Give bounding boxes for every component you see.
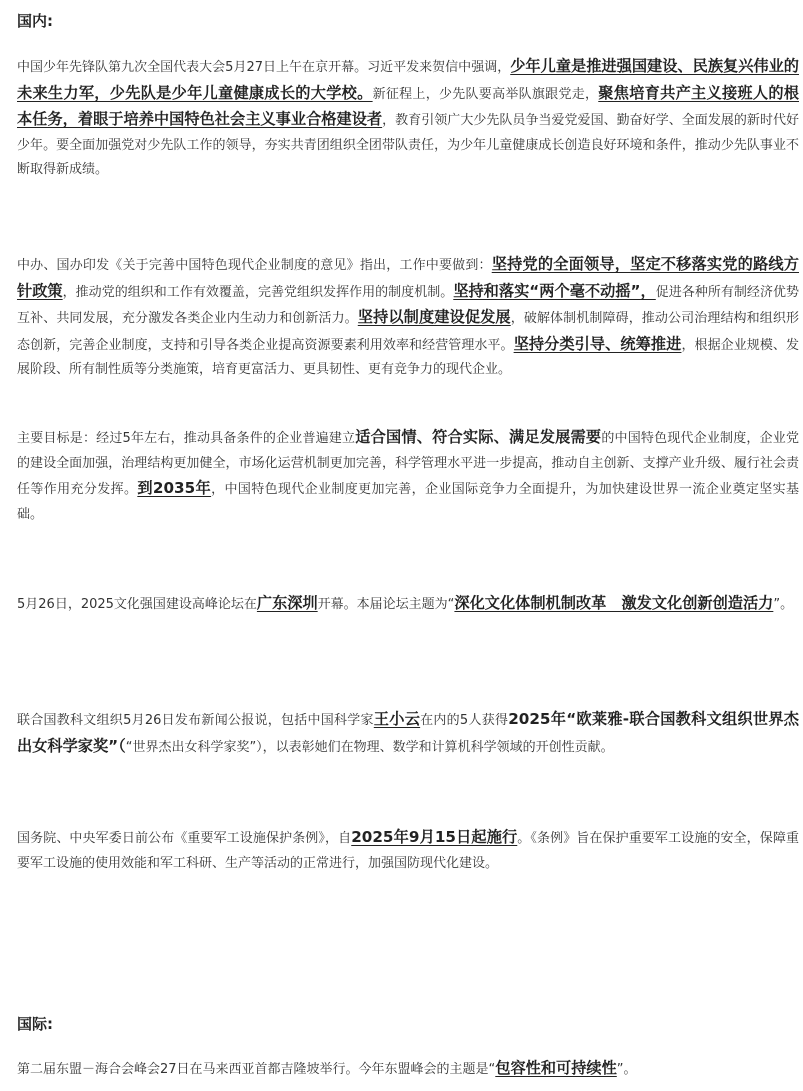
paragraph-unesco-award <box>17 707 799 760</box>
text: ，中国特色现代企业制度更加完善，企业国际竞争力全面提升，为加快建设世界一流企业奠定坚实基础。 <box>17 482 799 522</box>
text: 主要目标是：经过5年左右，推动具备条件的企业普遍建立 <box>17 431 356 446</box>
text: 的中国特色现代企业制度，企业党的建设全面加强，治理结构更加健全，市场化运营机制更加完善，科学管理水平进一步提高，推动自主创新、支撑产业升级、履行社会责任等作用充分发挥。 <box>17 431 799 497</box>
text: 联合国教科文组织5月26日发布新闻公报说，包括中国科学家 <box>17 713 374 728</box>
text: ”。 <box>616 1062 637 1077</box>
paragraph-military-facilities <box>17 825 799 876</box>
text: 中办、国办印发《关于完善中国特色现代企业制度的意见》指出，工作中要做到： <box>17 258 492 273</box>
text: 5月26日，2025文化强国建设高峰论坛在 <box>17 597 257 612</box>
text: 中国少年先锋队第九次全国代表大会5月27日上午在京开幕。习近平发来贺信中强调， <box>17 60 511 75</box>
emphasis: 坚持和落实“两个毫不动摇”， <box>453 281 656 300</box>
text: 第二届东盟－海合会峰会27日在马来西亚首都吉隆坡举行。今年东盟峰会的主题是“ <box>17 1062 496 1077</box>
emphasis: 2025年9月15日起施行 <box>351 828 518 846</box>
text: 新征程上，少先队要高举队旗跟党走， <box>372 86 599 102</box>
text: “世界杰出女科学家奖”），以表彰她们在物理、数学和计算机科学领域的开创性贡献。 <box>125 739 614 755</box>
paragraph-main-goals <box>17 425 799 527</box>
text: ”。 <box>773 597 794 612</box>
text: ，推动党的组织和工作有效覆盖，完善党组织发挥作用的制度机制。 <box>62 284 454 300</box>
bold-text: 2025年“欧莱雅-联合国教科文组织世界杰出女科学家奖”（ <box>17 710 799 755</box>
domestic-heading: 国内: <box>17 12 53 30</box>
emphasis: 到2035年 <box>137 479 212 497</box>
text: 促进各种所有制经济优势互补、共同发展，充分激发各类企业内生动力和创新活力。 <box>17 284 799 326</box>
paragraph-culture-forum <box>17 591 799 618</box>
paragraph-asean-gcc <box>17 1056 799 1083</box>
paragraph-enterprise-system <box>17 252 799 383</box>
emphasis: 坚持党的全面领导，坚定不移落实党的路线方针政策 <box>17 255 799 300</box>
emphasis: 聚焦培育共产主义接班人的根本任务，着眼于培养中国特色社会主义事业合格建设者 <box>17 83 799 128</box>
text: ，破解体制机制障碍，推动公司治理结构和组织形态创新，完善企业制度，支持和引导各类企业提高资源要素利用效率和经营管理水平。 <box>17 311 799 353</box>
text: 开幕。本届论坛主题为“ <box>317 597 455 612</box>
emphasis: 坚持分类引导、统筹推进 <box>513 334 682 353</box>
emphasis: 广东深圳 <box>256 594 318 612</box>
emphasis: 少年儿童是推进强国建设、民族复兴伟业的未来生力军，少先队是少年儿童健康成长的大学校。 <box>17 57 799 102</box>
emphasis: 包容性和可持续性 <box>495 1059 617 1077</box>
bold-text: 适合国情、符合实际、满足发展需要 <box>355 428 602 446</box>
international-heading: 国际: <box>17 1015 53 1033</box>
text: ，根据企业规模、发展阶段、所有制性质等分类施策，培育更富活力、更具韧性、更有竞争力的现代企业。 <box>17 337 799 377</box>
text: 在内的5人获得 <box>420 713 509 728</box>
emphasis: 坚持以制度建设促发展 <box>357 308 511 326</box>
emphasis: 王小云 <box>373 710 421 728</box>
text: 国务院、中央军委日前公布《重要军工设施保护条例》，自 <box>17 831 352 846</box>
text: ，教育引领广大少先队员争当爱党爱国、勤奋好学、全面发展的新时代好少年。要全面加强党对少先队工作的领导，夯实共青团组织全团带队责任，为少年儿童健康成长创造良好环境和条件，推动少先队事业不断取得新成绩。 <box>17 113 799 177</box>
emphasis: 深化文化体制机制改革 激发文化创新创造活力 <box>454 594 774 612</box>
paragraph-pioneers <box>17 54 799 183</box>
text: 。《条例》旨在保护重要军工设施的安全，保障重要军工设施的使用效能和军工科研、生产等活动的正常进行，加强国防现代化建设。 <box>17 831 799 871</box>
